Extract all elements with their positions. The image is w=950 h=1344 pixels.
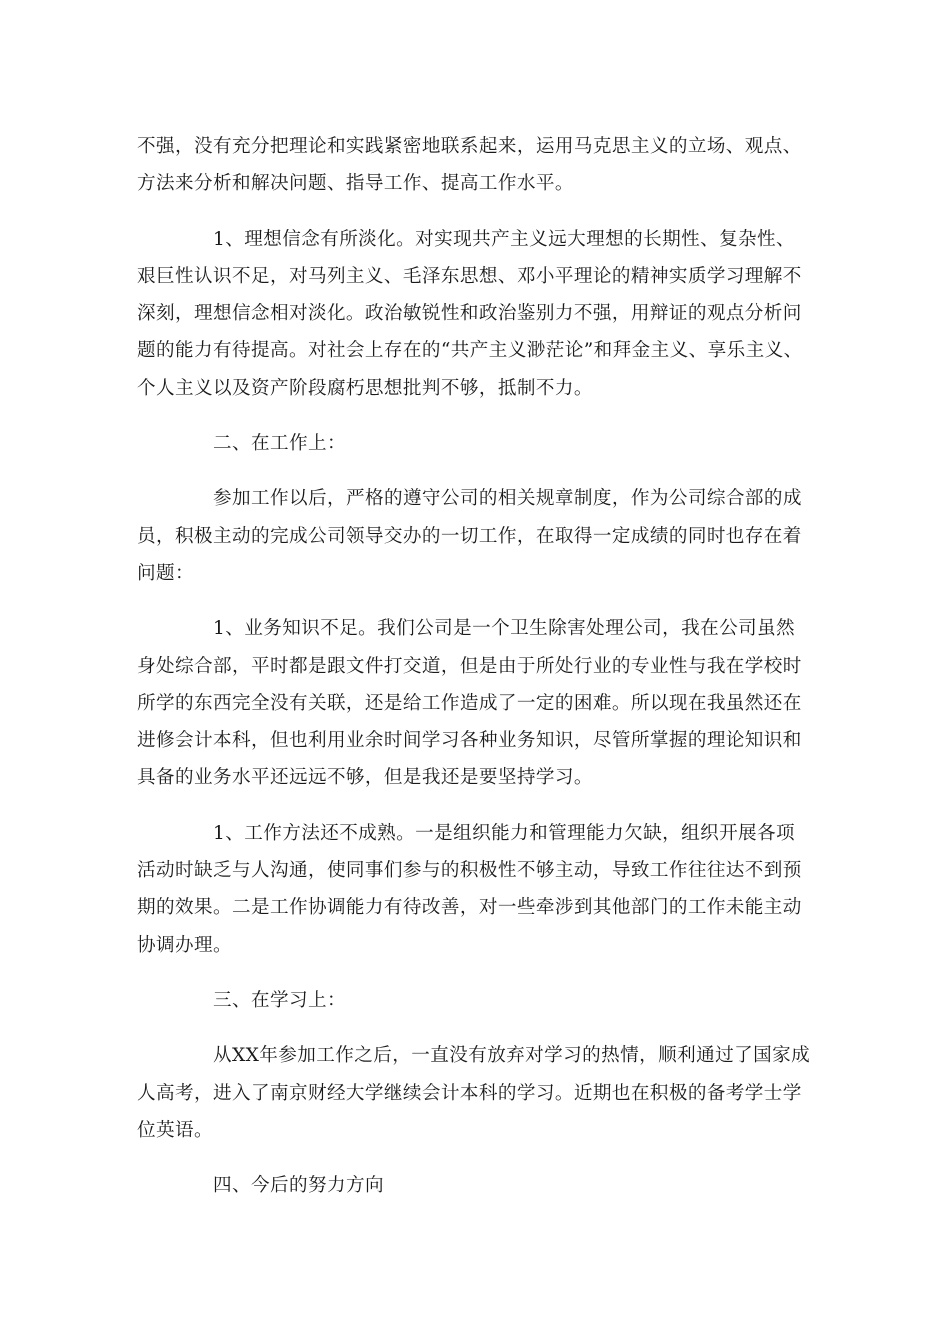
heading-line: 二、在工作上： bbox=[213, 433, 346, 455]
text-line: 1、业务知识不足。我们公司是一个卫生除害处理公司，我在公司虽然 bbox=[213, 618, 796, 640]
heading-line: 三、在学习上： bbox=[213, 989, 346, 1011]
text-line: 所学的东西完全没有关联，还是给工作造成了一定的困难。所以现在我虽然还在 bbox=[137, 692, 802, 714]
paragraph-ideals-beliefs bbox=[137, 221, 827, 407]
text-line: 1、工作方法还不成熟。一是组织能力和管理能力欠缺，组织开展各项 bbox=[213, 822, 796, 844]
paragraph-work-intro bbox=[137, 480, 827, 592]
text-line: 个人主义以及资产阶段腐朽思想批判不够，抵制不力。 bbox=[137, 377, 593, 399]
section-heading-study bbox=[137, 982, 827, 1019]
text-line: 深刻，理想信念相对淡化。政治敏锐性和政治鉴别力不强，用辩证的观点分析问 bbox=[137, 303, 802, 325]
text-line: 活动时缺乏与人沟通，使同事们参与的积极性不够主动，导致工作往往达不到预 bbox=[137, 860, 802, 882]
text-line: 艰巨性认识不足，对马列主义、毛泽东思想、邓小平理论的精神实质学习理解不 bbox=[137, 265, 802, 287]
section-heading-future bbox=[137, 1167, 827, 1204]
section-heading-work bbox=[137, 425, 827, 462]
text-line: 从XX年参加工作之后，一直没有放弃对学习的热情，顺利通过了国家成 bbox=[213, 1045, 811, 1067]
text-line: 参加工作以后，严格的遵守公司的相关规章制度，作为公司综合部的成 bbox=[213, 488, 802, 510]
text-line: 具备的业务水平还远远不够，但是我还是要坚持学习。 bbox=[137, 767, 593, 789]
text-line: 1、理想信念有所淡化。对实现共产主义远大理想的长期性、复杂性、 bbox=[213, 228, 796, 250]
text-line: 不强，没有充分把理论和实践紧密地联系起来，运用马克思主义的立场、观点、 bbox=[137, 136, 802, 157]
text-line: 方法来分析和解决问题、指导工作、提高工作水平。 bbox=[137, 173, 574, 195]
text-line: 问题： bbox=[137, 562, 194, 584]
paragraph-work-methods bbox=[137, 815, 827, 964]
text-line: 位英语。 bbox=[137, 1119, 213, 1141]
paragraph-theory-application bbox=[137, 128, 827, 203]
heading-line: 四、今后的努力方向 bbox=[213, 1175, 384, 1197]
text-line: 身处综合部，平时都是跟文件打交道，但是由于所处行业的专业性与我在学校时 bbox=[137, 655, 802, 677]
text-line: 员，积极主动的完成公司领导交办的一切工作，在取得一定成绩的同时也存在着 bbox=[137, 525, 802, 547]
text-line: 协调办理。 bbox=[137, 934, 232, 956]
text-line: 进修会计本科，但也利用业余时间学习各种业务知识，尽管所掌握的理论知识和 bbox=[137, 730, 802, 752]
paragraph-business-knowledge bbox=[137, 610, 827, 796]
document-body bbox=[137, 128, 827, 1222]
text-line: 人高考，进入了南京财经大学继续会计本科的学习。近期也在积极的备考学士学 bbox=[137, 1082, 802, 1104]
text-line: 题的能力有待提高。对社会上存在的“共产主义渺茫论”和拜金主义、享乐主义、 bbox=[137, 340, 803, 362]
paragraph-study bbox=[137, 1037, 827, 1149]
text-line: 期的效果。二是工作协调能力有待改善，对一些牵涉到其他部门的工作未能主动 bbox=[137, 897, 802, 919]
